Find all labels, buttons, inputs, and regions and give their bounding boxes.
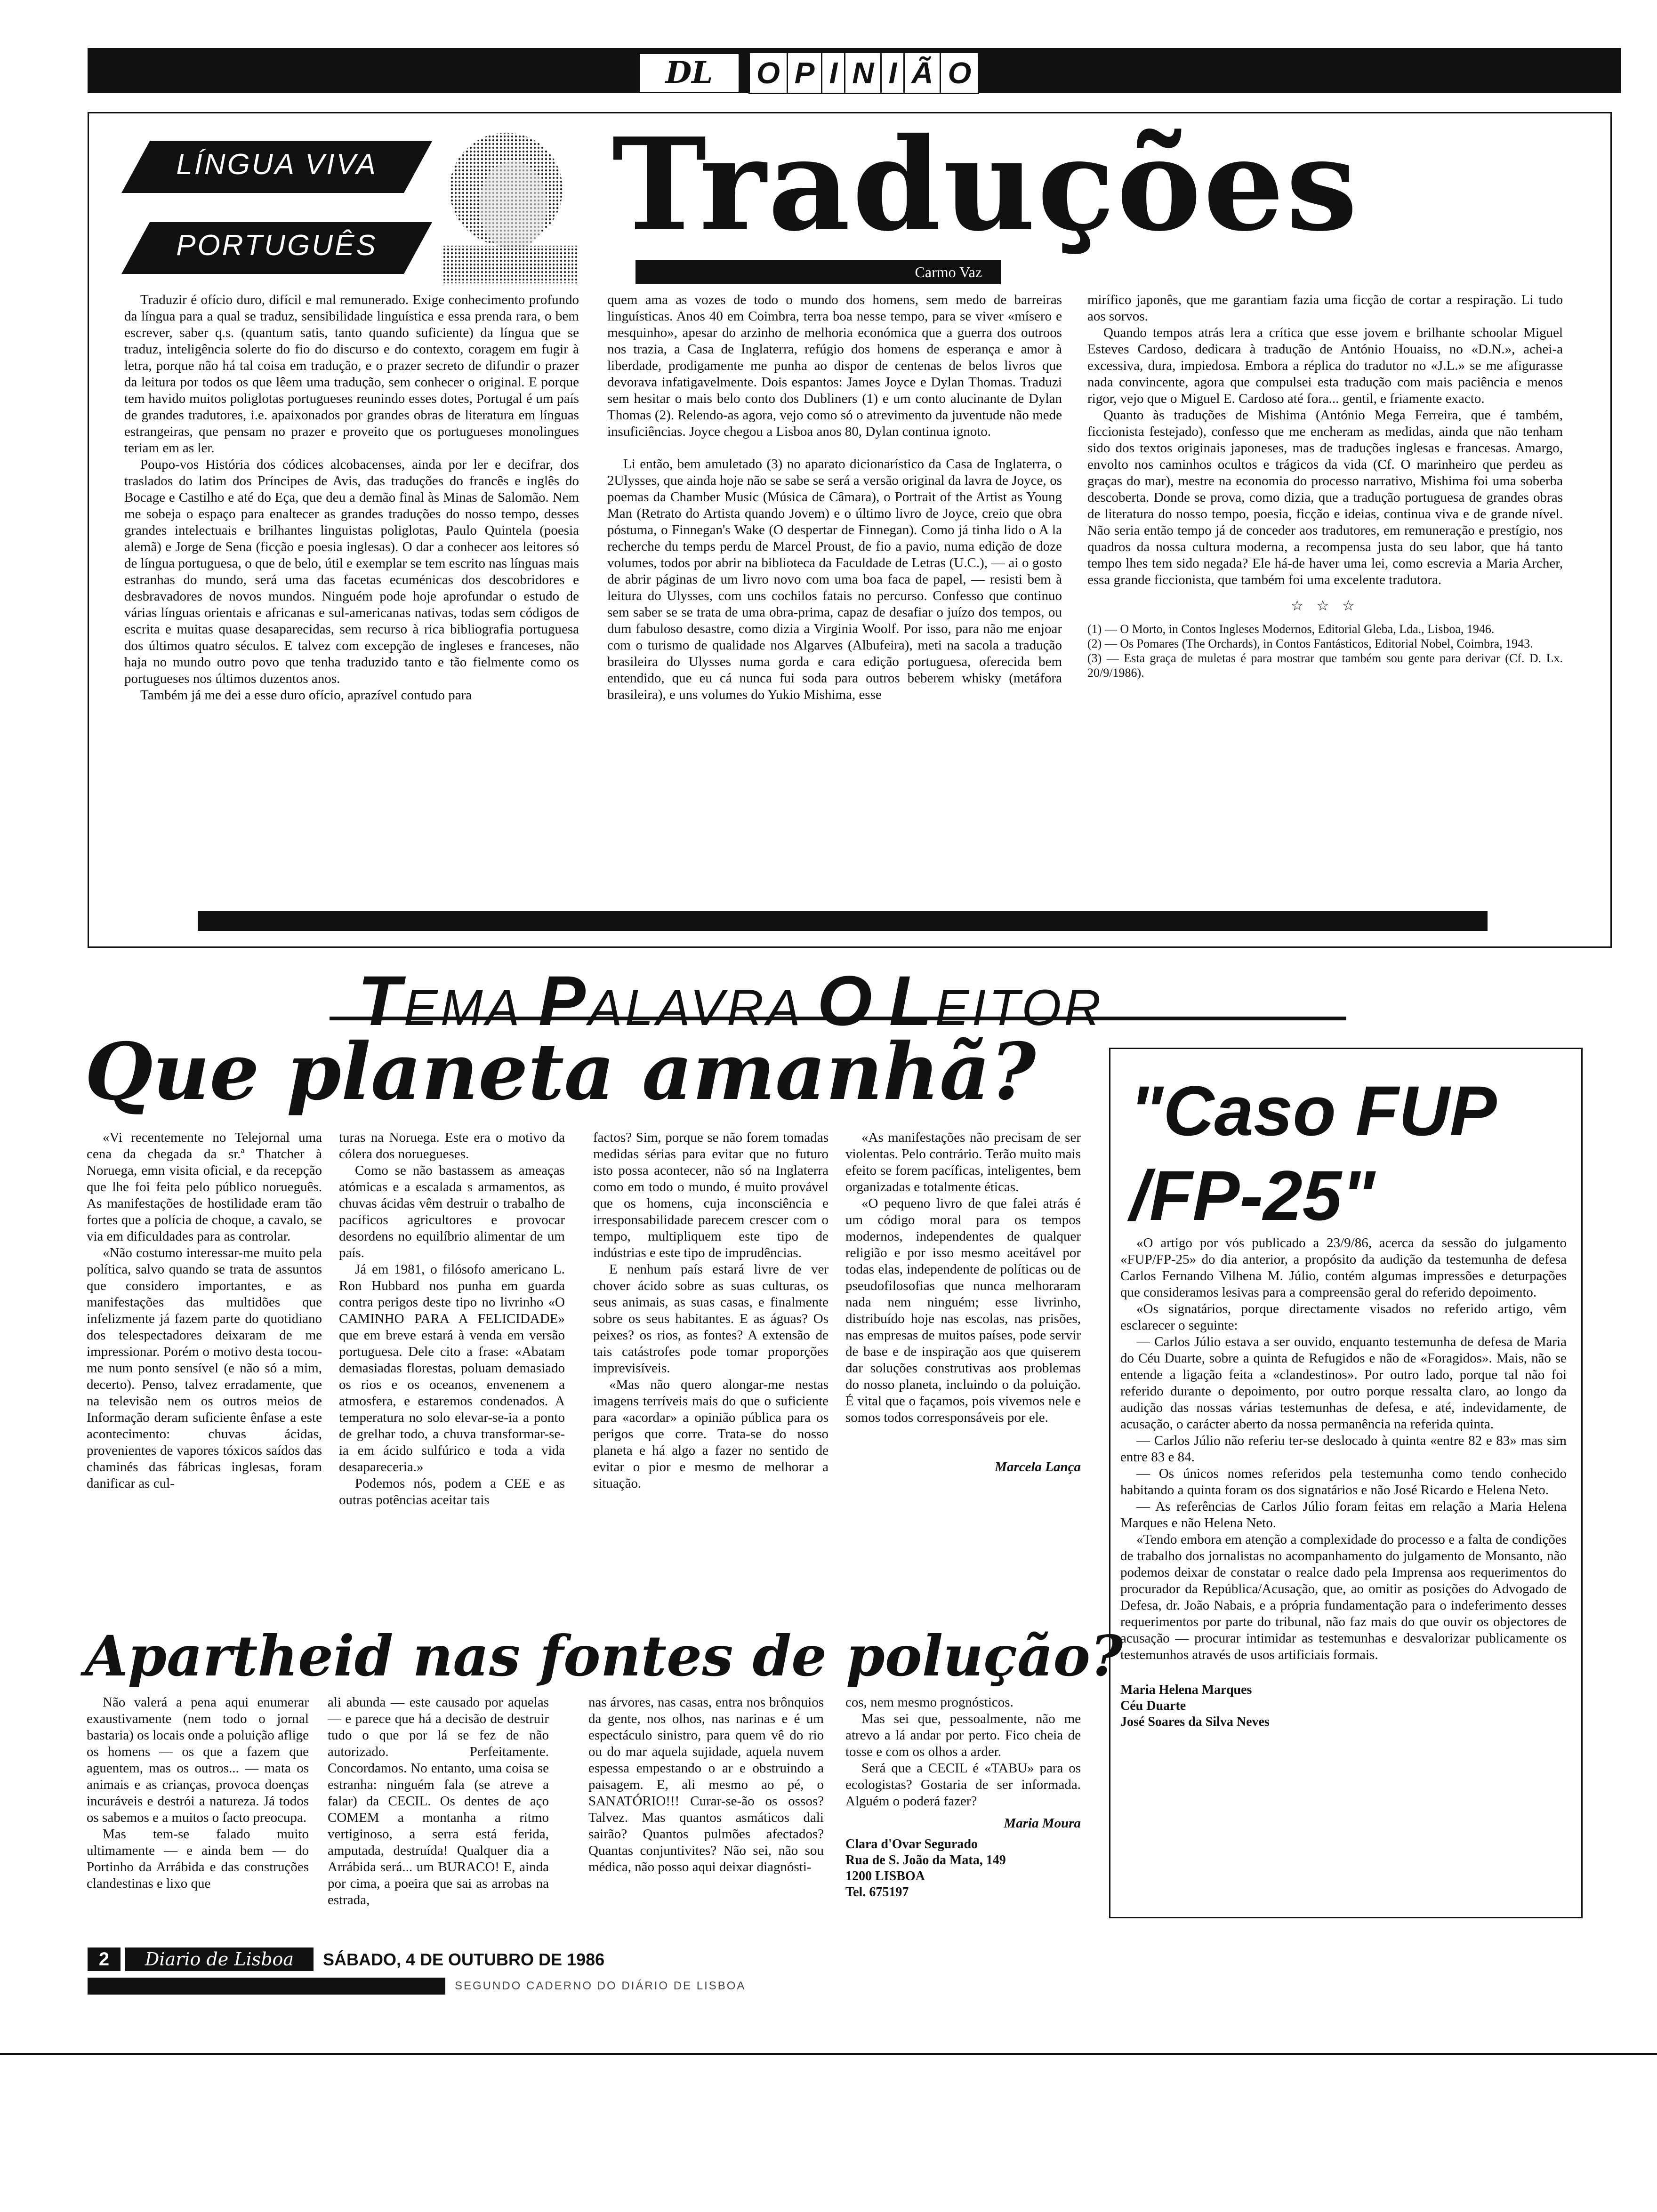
- paragraph: «Mas não quero alongar-me nestas imagens terríveis mais do que o suficiente para «acordar» a opinião pública para os perigos que corre. Trata-se do nosso planeta e há algo a fazer no sentido de evitar o pior e mesmo de melhorar a situação.: [593, 1377, 828, 1491]
- traducoes-column-2: [607, 292, 1062, 703]
- paragraph: Mas sei que, pessoalmente, não me atrevo a lá andar por perto. Fico cheia de tosse e com os olhos a arder.: [845, 1711, 1081, 1759]
- byline-bar: [635, 260, 1001, 284]
- paragraph: Li então, bem amuletado (3) no aparato dicionarístico da Casa de Inglaterra, o 2Ulysses, que ainda hoje não se sabe se será a versão original da lavra de Joyce, os poemas da Chamber Music (Música de Câmara), o Portrait of the Artist as Young Man (Retrato do Artista quando Jovem) e o último livro de Joyce, creio que obra póstuma, o Finnegan's Wake (O despertar de Finnegan). Como já tinha lido o A la recherche du temps perdu de Marcel Proust, de fio a pavio, numa edição de doze volumes, todos por abrir na biblioteca da Faculdade de Letras (U.C.), — ai o gosto de abrir páginas de um livro novo com uma boa faca de papel, — resisti bem à leitura do Ulysses, com uns cochilos fatais no percurso. Confesso que continuo sem saber se se trata de uma obra-prima, capaz de desafiar o juízo dos tempos, ou dum fabuloso desastre, como dizia a Virginia Woolf. Por isso, para não me enjoar com o turismo de qualidade nos Algarves (Albufeira), meti na sacola a tradução brasileira do Ulysses numa gorda e cara edição portuguesa, oferecida bem entendido, que eu cá nunca fui soda para outros beberem whisky (metáfora brasileira), e uns volumes do Yukio Mishima, esse: [607, 457, 1062, 702]
- paragraph: nas árvores, nas casas, entra nos brônquios da gente, nos olhos, nas narinas e é um espectáculo sinistro, para quem vê do rio ou do mar aquela sujidade, aquela nuvem espessa empestando o ar e obstruindo a paisagem. E, ali mesmo ao pé, o SANATÓRIO!!! Curar-se-ão os ossos? Talvez. Mas quantos asmáticos dali sairão? Quantos pulmões afectados? Quantas conjuntivites? Não sei, não sou médica, não posso aqui deixar diagnósti-: [588, 1695, 824, 1875]
- paragraph: «Vi recentemente no Telejornal uma cena da chegada da sr.ª Thatcher à Noruega, emn visita oficial, e da recepção que lhe foi feita pelo público norueguês. As manifestações de hostilidade eram tão fortes que a polícia de choque, a cavalo, se via em dificuldades para as controlar.: [87, 1130, 322, 1244]
- traducoes-title: Traduções: [612, 110, 1359, 259]
- footer-strip: [88, 1978, 445, 1995]
- page-number: 2: [88, 1948, 121, 1971]
- apartheid-column-2: [328, 1694, 549, 1908]
- apartheid-column-3: [588, 1694, 824, 1875]
- section-letter: P: [787, 52, 823, 94]
- page-bottom-rule: [0, 2053, 1657, 2055]
- paragraph: quem ama as vozes de todo o mundo dos homens, sem medo de barreiras linguísticas. Anos 40 em Coimbra, terra boa nesse tempo, para se viver «mísero e mesquinho», apesar do arzinho de melhoria económica que a guerra dos outroos nos trazia, a Casa de Inglaterra, refúgio dos homens de esperança e amor à liberdade, prodigamente me punha ao dispor de centenas de belos livros que devorava infatigavelmente. Dois espantos: James Joyce e Dylan Thomas. Traduzi sem hesitar o mais belo conto dos Dubliners (1) e um conto alucinante de Dylan Thomas (2). Relendo-as agora, vejo como só o atrevimento da juventude não mede insuficiências. Joyce chegou a Lisboa anos 80, Dylan continua ignoto.: [607, 292, 1062, 439]
- tag-bottom-label: PORTUGUÊS: [176, 229, 378, 262]
- section-letter: I: [880, 52, 905, 94]
- author-portrait: [424, 123, 579, 283]
- portugues-tag: [121, 222, 432, 274]
- paragraph: turas na Noruega. Este era o motivo da cólera dos noruegueses.: [339, 1130, 565, 1162]
- tag-top-label: LÍNGUA VIVA: [176, 148, 378, 181]
- address-line: Tel. 675197: [845, 1885, 909, 1899]
- signature: Céu Duarte: [1120, 1699, 1186, 1713]
- footer: [88, 1948, 1621, 1999]
- separator-stars: ☆ ☆ ☆: [1291, 598, 1359, 614]
- fup-body: [1120, 1235, 1567, 1730]
- footnote: (1) — O Morto, in Contos Ingleses Modernos, Editorial Gleba, Lda., Lisboa, 1946.: [1087, 622, 1495, 636]
- header-section-label: [748, 52, 978, 94]
- planeta-column-4: [845, 1130, 1081, 1475]
- paragraph: — Carlos Júlio estava a ser ouvido, enquanto testemunha de defesa de Maria do Céu Duarte, sobre a quinta de Refugidos e não de «Foragidos». Mais, não se entende a ligação feita a «clandestinos». Por outro lado, porque tal não foi referido durante o depoimento, por outro porque ressalta claro, ao longo da audição das nossas várias testemunhas de defesa, e até, indevidamente, de acusação, o carácter aberto da nossa permanência na referida quinta.: [1120, 1334, 1567, 1432]
- footnote: (2) — Os Pomares (The Orchards), in Contos Fantásticos, Editorial Nobel, Coimbra, 1943.: [1087, 637, 1533, 650]
- section-letter: O: [748, 52, 788, 94]
- signature: José Soares da Silva Neves: [1120, 1715, 1270, 1729]
- paragraph: Poupo-vos História dos códices alcobacenses, ainda por ler e decifrar, dos traslados do latim dos Príncipes de Avis, das traduções do francês e inglês do Bocage e Castilho e até do Eça, que deu a demão final às Minas de Salomão. Nem me sobeja o espaço para enaltecer as grandes traduções do nosso tempo, desses grandes intelectuais e brilhantes linguistas poliglotas, Paulo Quintela (poesia alemã) e Jorge de Sena (ficção e poesia inglesas). O dar a conhecer aos leitores só de língua portuguesa, o que de belo, útil e exemplar se tem escrito nas línguas mais estranhas do mundo, será uma das facetas ecuménicas dos descobridores e desbravadores de novos mundos. Ninguém pode hoje aprofundar o estudo de várias línguas orientais e africanas e sul-americanas nativas, todas sem códigos de escrita e muitas quase desaparecidas, sem recurso à rica bibliografia portuguesa dos últimos quatro séculos. E talvez com excepção de ingleses e franceses, não haja no mundo outro povo que tenha traduzido tanto e tão fielmente como os portugueses nos últimos duzentos anos.: [124, 457, 579, 686]
- paragraph: «O artigo por vós publicado a 23/9/86, acerca da sessão do julgamento «FUP/FP-25» do dia anterior, a propósito da audição da testemunha de defesa Carlos Fernando Vilhena M. Júlio, contém algumas impressões e deturpações que consideramos lesivas para a compreensão geral do referido depoimento.: [1120, 1235, 1567, 1300]
- paragraph: Será que a CECIL é «TABU» para os ecologistas? Gostaria de ser informada. Alguém o poderá fazer?: [845, 1761, 1081, 1809]
- banner-word: EMA: [403, 979, 523, 1036]
- portrait-image: [424, 123, 579, 283]
- section-letter: N: [844, 52, 882, 94]
- apartheid-title: Apartheid nas fontes de polução?: [85, 1623, 1123, 1689]
- paragraph: Podemos nós, podem a CEE e as outras potências aceitar tais: [339, 1476, 565, 1507]
- banner-word: ALAVRA: [588, 979, 803, 1036]
- address-line: Clara d'Ovar Segurado: [845, 1837, 978, 1851]
- planeta-column-1: [87, 1130, 322, 1492]
- paragraph: mirífico japonês, que me garantiam fazia uma ficção de cortar a respiração. Li tudo aos sorvos.: [1087, 292, 1563, 324]
- apartheid-column-4: [845, 1694, 1081, 1900]
- fup-title: [1130, 1068, 1563, 1238]
- paragraph: «As manifestações não precisam de ser violentas. Pelo contrário. Terão muito mais efeito se forem pacíficas, inteligentes, bem organizadas e totalmente éticas.: [845, 1130, 1081, 1194]
- paragraph: — Os únicos nomes referidos pela testemunha como tendo conhecido habitando a quinta foram os dos signatários e não José Ricardo e Helena Neto.: [1120, 1466, 1567, 1498]
- section-letter: I: [821, 52, 845, 94]
- paragraph: Como se não bastassem as ameaças atómicas e a escalada s armamentos, as chuvas ácidas vêm destruir o trabalho de pacíficos agricultores e provocar desordens no equilíbrio alimentar de um país.: [339, 1163, 565, 1260]
- paragraph: factos? Sim, porque se não forem tomadas medidas sérias para evitar que no futuro isto possa acontecer, não só na Inglaterra como em todo o mundo, é muito provável que os homens, cuja inconsciência e irresponsabilidade parecem crescer com o tempo, multipliquem este tipo de indústrias e este tipo de imprudências.: [593, 1130, 828, 1260]
- paragraph: Também já me dei a esse duro ofício, aprazível contudo para: [140, 688, 472, 703]
- paragraph: — Carlos Júlio não referiu ter-se deslocado à quinta «entre 82 e 83» mas sim entre 83 e 84.: [1120, 1433, 1567, 1465]
- address-line: 1200 LISBOA: [845, 1869, 925, 1883]
- paragraph: Não valerá a pena aqui enumerar exaustivamente (nem todo o jornal bastaria) os locais onde a poluição aflige os homens — os que a fazem que aguentem, mas os outros... — mata os animais e as crianças, provoca doenças incuráveis e destrói a natureza. Já todos os sabemos e a muitos o facto preocupa.: [87, 1695, 309, 1825]
- footer-garbled-text: SEGUNDO CADERNO DO DIÁRIO DE LISBOA: [455, 1980, 746, 1992]
- traducoes-column-1: [124, 292, 579, 704]
- banner-letter: T: [358, 961, 404, 1040]
- planeta-title: Que planeta amanhã?: [85, 1026, 1036, 1118]
- planeta-column-2: [339, 1130, 565, 1508]
- paragraph: cos, nem mesmo prognósticos.: [845, 1695, 1014, 1710]
- footnote: (3) — Esta graça de muletas é para mostrar que também sou gente para derivar (Cf. D. Lx. 20/9/1986).: [1087, 651, 1563, 680]
- header-logo: DL: [638, 53, 740, 93]
- paragraph: ali abunda — este causado por aquelas — e parece que há a decisão de destruir tudo o que por lá se fez de não autorizado. Perfeitamente. Concordamos. No entanto, uma coisa se estranha: ninguém fala (se atreve a falar) da CECIL. Os dentes de aço COMEM a montanha a ritmo vertiginoso, a serra está ferida, amputada, destruída! Qualquer dia a Arrábida será... um BURACO! E, ainda por cima, a poeira que sai as arrobas na estrada,: [328, 1695, 549, 1907]
- banner-letter: O: [817, 961, 875, 1040]
- byline: Carmo Vaz: [915, 264, 982, 281]
- lingua-viva-tag: [121, 141, 432, 193]
- paragraph: Quanto às traduções de Mishima (António Mega Ferreira, que é também, ficcionista festejado), confesso que me encheram as medidas, ainda que não tenham sido dos textos originais japoneses, mas de traduções inglesas e francesas. Amargo, envolto nos caminhos ocultos e trágicos da vida (Cf. O marinheiro que perdeu as graças do mar), mestre na economia do processo narrativo, Mishima foi uma soberba descoberta. Donde se prova, como dizia, que a tradução portuguesa de grandes obras de literatura do nosso tempo, poesia, ficção e ideias, continua viva e de grande nível. Não seria então tempo já de conceder aos tradutores, em remuneração e prestígio, nos quadros da nossa cultura moderna, a recompensa justa do seu labor, que há tanto tempo lhes tem sido negada? Ele há-de haver uma lei, como escrevia a Maria Archer, essa grande ficcionista, que também foi uma excelente tradutora.: [1087, 408, 1563, 587]
- paragraph: Traduzir é ofício duro, difícil e mal remunerado. Exige conhecimento profundo da língua para a qual se traduz, sensibilidade linguística e essa prenda rara, o bem escrever, saber q.s. (quantum satis, tanto quando suficiente) da língua que se traduz, inteligência solerte do fio do discurso e do contexto, coragem em fugir à letra, porque não há tal coisa em tradução, e o prazer secreto de difundir o prazer da leitura por todos os que lêem uma tradução, sem conhecer o original. E porque tem havido muitos poliglotas portugueses reunindo esses dotes, Portugal é um país de grandes tradutores, i.e. apaixonados por grandes obras de literatura em línguas estrangeiras, que pensam no prazer e proveito que os portugueses monolingues teriam em as ler.: [124, 292, 579, 456]
- section-letter: Ã: [903, 52, 941, 94]
- fup-title-line: "Caso FUP: [1130, 1071, 1497, 1150]
- signature: Marcela Lança: [995, 1459, 1081, 1475]
- issue-date: SÁBADO, 4 DE OUTUBRO DE 1986: [323, 1950, 605, 1969]
- traducoes-bottom-bar: [198, 911, 1488, 931]
- signature: Maria Moura: [1004, 1816, 1081, 1831]
- banner-letter: P: [538, 961, 588, 1040]
- banner-word: EITOR: [935, 979, 1104, 1036]
- apartheid-column-1: [87, 1694, 309, 1892]
- fup-title-line: /FP-25": [1130, 1156, 1375, 1235]
- paragraph: Já em 1981, o filósofo americano L. Ron Hubbard nos punha em guarda contra perigos deste tipo no livrinho «O CAMINHO PARA A FELICIDADE» que em breve estará à venda em versão portuguesa. Dele cito a frase: «Abatam demasiadas florestas, poluam demasiado os rios e os oceanos, envenenem a atmosfera, e estaremos condenados. A temperatura no solo elevar-se-ia a ponto de grelhar todo, a chuva transformar-se-ia em ácido sulfúrico e toda a vida desapareceria.»: [339, 1262, 565, 1475]
- signature: Maria Helena Marques: [1120, 1683, 1252, 1697]
- banner-letter: L: [889, 961, 935, 1040]
- address-line: Rua de S. João da Mata, 149: [845, 1853, 1006, 1867]
- traducoes-column-3: [1087, 292, 1563, 680]
- paragraph: Quando tempos atrás lera a crítica que esse jovem e brilhante schoolar Miguel Esteves Cardoso, dedicara à tradução de António Houaiss, no «D.N.», achei-a excessiva, dura, impiedosa. Embora a réplica do tradutor no «J.L.» se me afigurasse nada convincente, agora que compulsei esta tradução com mais paciência e menos rigor, vejo que o Miguel E. Cardoso até fora... gentil, e friamente exacto.: [1087, 325, 1563, 406]
- masthead: Diario de Lisboa: [125, 1948, 314, 1971]
- paragraph: Mas tem-se falado muito ultimamente — e ainda bem — do Portinho da Arrábida e das construções clandestinas e lixo que: [87, 1827, 309, 1891]
- planeta-column-3: [593, 1130, 828, 1492]
- paragraph: «Tendo embora em atenção a complexidade do processo e a falta de condições de trabalho dos jornalistas no acompanhamento do julgamento de Monsanto, não podemos deixar de constatar o realce dado pela Imprensa aos requerimentos do procurador da República/Acusação, que, ao omitir as posições do Advogado de Defesa, dr. João Nabais, e a própria fundamentação para o indeferimento desses requerimentos por parte do tribunal, não faz mais do que ouvir os objectores de acusação — procurar intimidar as testemunhas e desvalorizar publicamente os testemunhos através de usos artificiais formais.: [1120, 1532, 1567, 1662]
- paragraph: — As referências de Carlos Júlio foram feitas em relação a Maria Helena Marques e não Helena Neto.: [1120, 1499, 1567, 1531]
- fup-signatures: [1120, 1682, 1567, 1730]
- paragraph: «Não costumo interessar-me muito pela política, salvo quando se trata de assuntos que considero importantes, e as manifestações das multidões que infelizmente já fazem parte do quotidiano dos telespectadores deixaram de me impressionar. Porém o motivo desta tocou-me num ponto sensível (e não só a mim, decerto). Penso, talvez erradamente, que na televisão nem os outros meios de Informação deram suficiente ênfase a este acontecimento: chuvas ácidas, provenientes de vapores tóxicos saídos das chaminés das fábricas inglesas, foram danificar as cul-: [87, 1245, 322, 1491]
- address-block: [845, 1836, 1081, 1900]
- paragraph: «O pequeno livro de que falei atrás é um código moral para os tempos modernos, independentes de qualquer religião e por isso mesmo aceitável por todas elas, independente de políticas ou de pseudofilosofias que nunca melhoraram nada nem ninguém; esse livrinho, distribuído hoje nas escolas, nas prisões, nas empresas de muitos países, pode servir de base e de inspiração aos que quiserem dar soluções construtivas aos problemas do nosso planeta, incluindo o da poluição. É vital que o façamos, pois vivemos nele e somos todos corresponsáveis por ele.: [845, 1196, 1081, 1425]
- paragraph: E nenhum país estará livre de ver chover ácido sobre as suas culturas, os seus animais, as suas casas, e finalmente sobre os seus habitantes. E as águas? Os peixes? os rios, as fontes? A extensão de tais catástrofes pode tomar proporções imprevisíveis.: [593, 1262, 828, 1376]
- paragraph: «Os signatários, porque directamente visados no referido artigo, vêm esclarecer o seguinte:: [1120, 1301, 1567, 1333]
- section-letter: O: [940, 52, 979, 94]
